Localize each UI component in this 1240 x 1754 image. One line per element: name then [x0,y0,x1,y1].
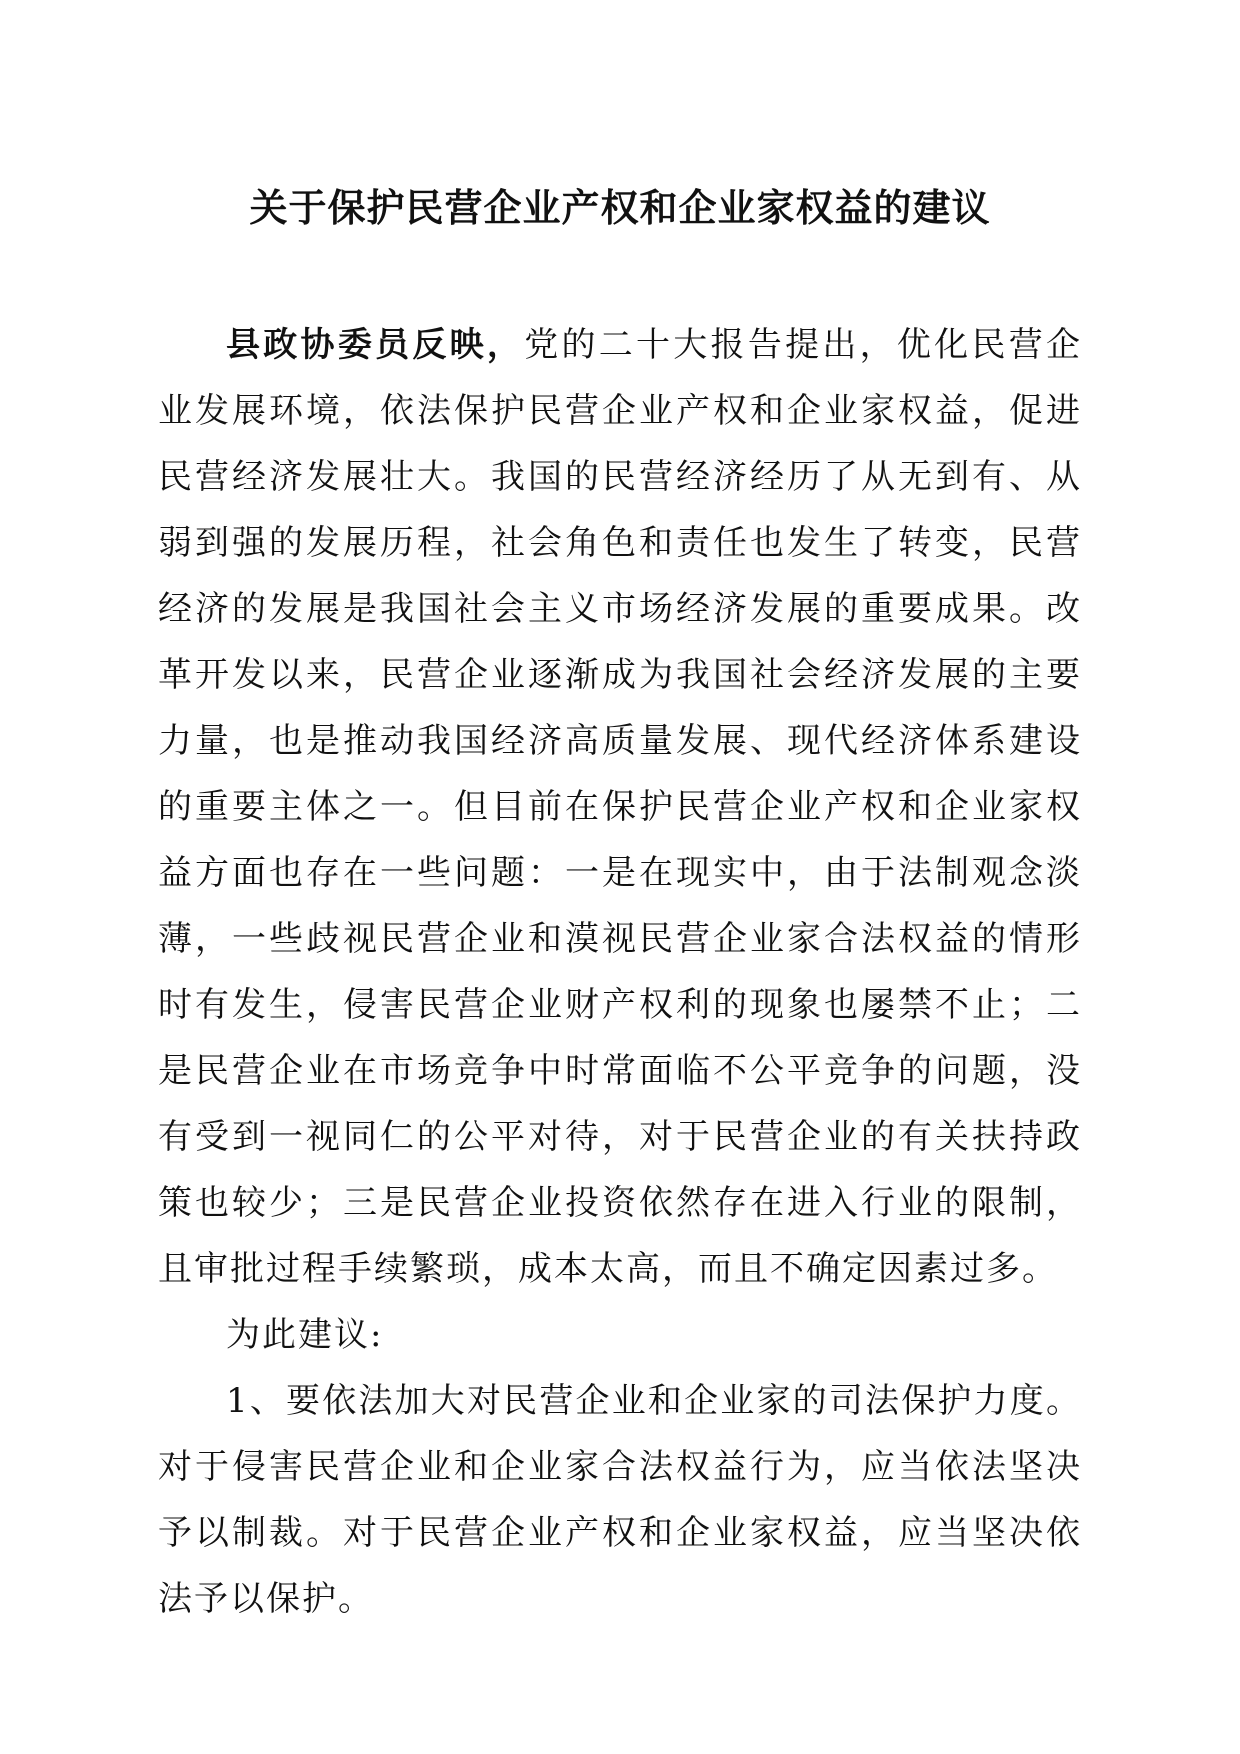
intro-lead: 县政协委员反映， [226,325,525,365]
suggestion-heading: 为此建议: [226,1315,384,1355]
intro-paragraph [158,312,1082,1302]
suggestion-item-1: 1、要依法加大对民营企业和企业家的司法保护力度。对于侵害民营企业和企业家合法权益行为，应当依法坚决予以制裁。对于民营企业产权和企业家权益，应当坚决依法予以保护。 [158,1381,1082,1619]
document-title: 关于保护民营企业产权和企业家权益的建议 [249,185,991,230]
intro-text: 党的二十大报告提出，优化民营企业发展环境，依法保护民营企业产权和企业家权益，促进民营经济发展壮大。我国的民营经济经历了从无到有、从弱到强的发展历程，社会角色和责任也发生了转变，民营经济的发展是我国社会主义市场经济发展的重要成果。改革开发以来，民营企业逐渐成为我国社会经济发展的主要力量，也是推动我国经济高质量发展、现代经济体系建设的重要主体之一。但目前在保护民营企业产权和企业家权益方面也存在一些问题：一是在现实中，由于法制观念淡薄，一些歧视民营企业和漠视民营企业家合法权益的情形时有发生，侵害民营企业财产权利的现象也屡禁不止；二是民营企业在市场竞争中时常面临不公平竞争的问题，没有受到一视同仁的公平对待，对于民营企业的有关扶持政策也较少；三是民营企业投资依然存在进入行业的限制，且审批过程手续繁琐，成本太高，而且不确定因素过多。 [158,325,1083,1289]
document-body [158,312,1082,1632]
